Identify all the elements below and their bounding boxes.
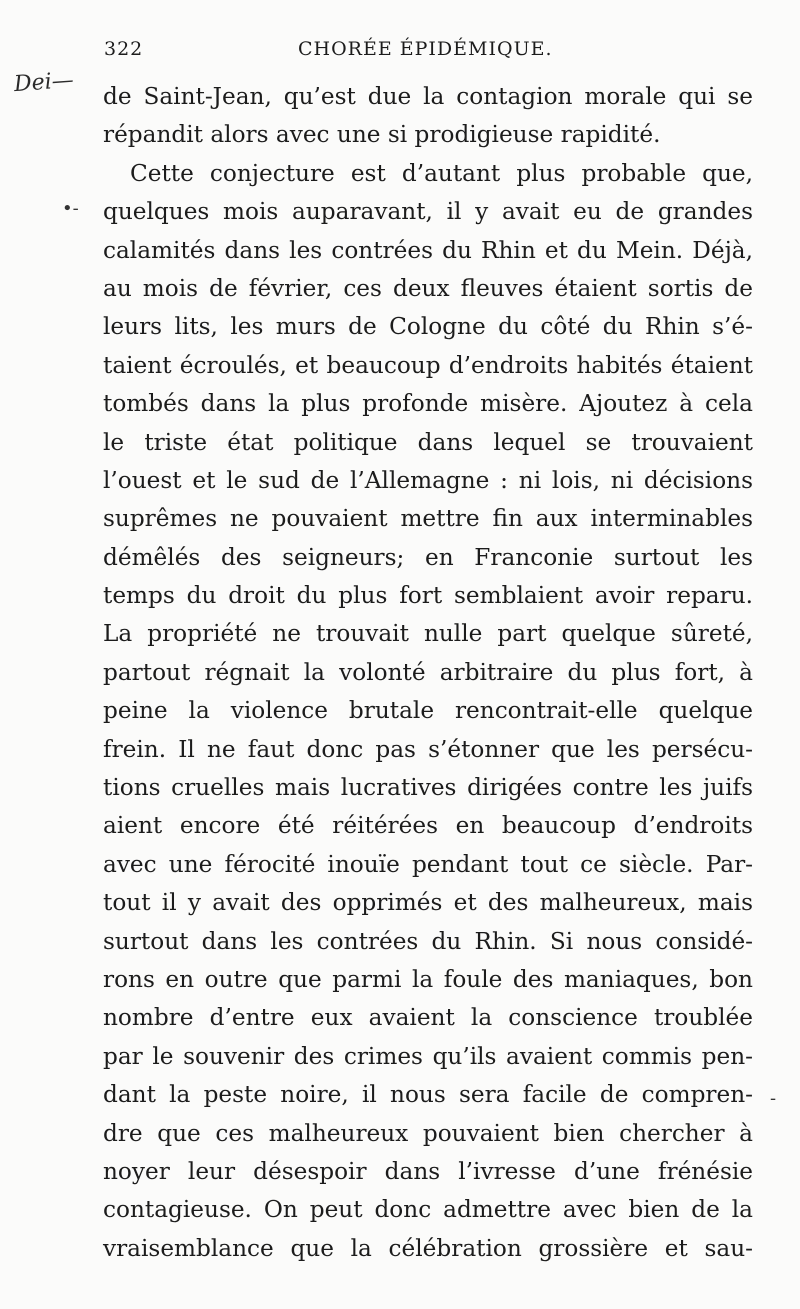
text-line: nombre d’entre eux avaient la conscience troublée (103, 1004, 753, 1032)
text-line: suprêmes ne pouvaient mettre fin aux interminables (103, 505, 753, 533)
handwritten-margin-note: Dei— (13, 67, 75, 98)
text-line: taient écroulés, et beaucoup d’endroits habités étaient (103, 351, 753, 379)
text-line: La propriété ne trouvait nulle part quelque sûreté, (103, 620, 753, 648)
text-line: dant la peste noire, il nous sera facile de compren- (103, 1081, 753, 1109)
text-line: peine la violence brutale rencontrait-elle quelque (103, 697, 753, 725)
margin-mark-left: •- (62, 198, 79, 219)
text-line: rons en outre que parmi la foule des maniaques, bon (103, 965, 753, 993)
text-line: dre que ces malheureux pouvaient bien chercher à (103, 1119, 753, 1147)
text-line: contagieuse. On peut donc admettre avec bien de la (103, 1196, 753, 1224)
text-line: tions cruelles mais lucratives dirigées contre les juifs (103, 774, 753, 802)
text-line: quelques mois auparavant, il y avait eu de grandes (103, 198, 753, 226)
text-line: frein. Il ne faut donc pas s’étonner que les persécu- (103, 735, 753, 763)
text-line: calamités dans les contrées du Rhin et du Mein. Déjà, (103, 236, 753, 264)
text-line: temps du droit du plus fort semblaient avoir reparu. (103, 582, 753, 610)
text-line: leurs lits, les murs de Cologne du côté du Rhin s’é- (103, 313, 753, 341)
text-line: vraisemblance que la célébration grossière et sau- (103, 1234, 753, 1262)
text-line: de Saint-Jean, qu’est due la contagion morale qui se (103, 83, 753, 110)
margin-mark-right: - (770, 1088, 777, 1109)
text-line: tombés dans la plus profonde misère. Ajoutez à cela (103, 390, 753, 418)
text-line: au mois de février, ces deux fleuves étaient sortis de (103, 274, 753, 302)
text-line: avec une férocité inouïe pendant tout ce siècle. Par- (103, 850, 753, 878)
page-header (104, 38, 764, 68)
text-line: surtout dans les contrées du Rhin. Si nous considé- (103, 927, 753, 955)
body-text (103, 78, 753, 1268)
page-number: 322 (104, 38, 144, 60)
text-line: l’ouest et le sud de l’Allemagne : ni lois, ni décisions (103, 466, 753, 494)
text-line: noyer leur désespoir dans l’ivresse d’une frénésie (103, 1157, 753, 1185)
text-line: Cette conjecture est d’autant plus probable que, (130, 159, 753, 187)
text-line: répandit alors avec une si prodigieuse rapidité. (103, 121, 661, 149)
text-line: le triste état politique dans lequel se trouvaient (103, 428, 753, 456)
text-line: par le souvenir des crimes qu’ils avaient commis pen- (103, 1042, 753, 1070)
text-line: aient encore été réitérées en beaucoup d’endroits (103, 812, 753, 840)
text-line: partout régnait la volonté arbitraire du plus fort, à (103, 658, 753, 686)
text-line: démêlés des seigneurs; en Franconie surtout les (103, 543, 753, 571)
running-head: CHORÉE ÉPIDÉMIQUE. (298, 38, 553, 60)
text-line: tout il y avait des opprimés et des malheureux, mais (103, 889, 753, 917)
